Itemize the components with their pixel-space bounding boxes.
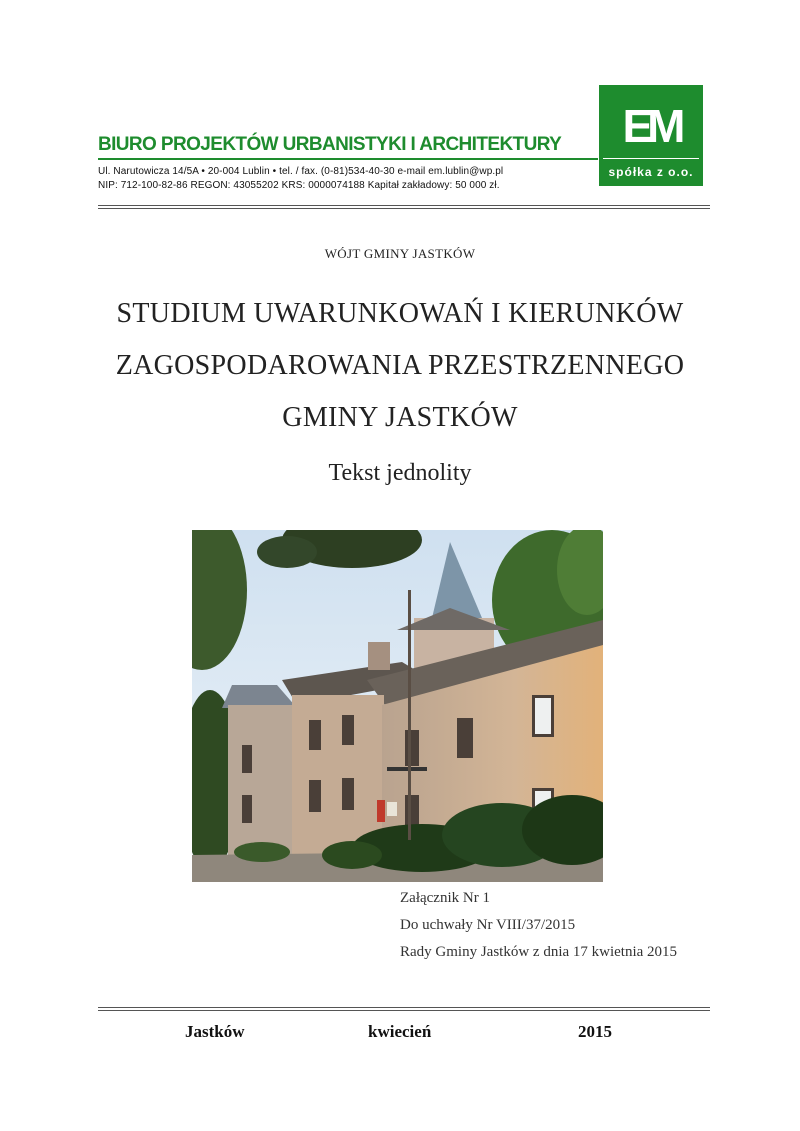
footer-rule-top xyxy=(98,1007,710,1008)
authority-heading: WÓJT GMINY JASTKÓW xyxy=(324,246,476,261)
company-logo xyxy=(599,85,703,186)
manor-house-photo xyxy=(192,530,603,882)
logo-divider xyxy=(603,158,699,159)
attachment-number: Załącznik Nr 1 xyxy=(400,890,490,906)
company-name: BIURO PROJEKTÓW URBANISTYKI I ARCHITEKTURY xyxy=(98,134,562,155)
council-date: Rady Gminy Jastków z dnia 17 kwietnia 2015 xyxy=(400,944,678,960)
footer-month: kwiecień xyxy=(368,1022,432,1041)
resolution-number: Do uchwały Nr VIII/37/2015 xyxy=(400,917,576,933)
header-rule-top xyxy=(98,205,710,206)
logo-subtitle: spółka z o.o. xyxy=(608,165,694,179)
footer-rule-bottom xyxy=(98,1010,710,1011)
title-line-1: STUDIUM UWARUNKOWAŃ I KIERUNKÓW xyxy=(116,298,684,329)
title-line-3: GMINY JASTKÓW xyxy=(282,402,518,433)
contact-line-1: Ul. Narutowicza 14/5A • 20-004 Lublin • tel. / fax. (0-81)534-40-30 e-mail em.lublin@wp.pl xyxy=(98,166,504,177)
footer-place: Jastków xyxy=(185,1022,245,1041)
document-subtitle: Tekst jednolity xyxy=(328,460,472,486)
header-rule-bottom xyxy=(98,208,710,209)
logo-text: EM xyxy=(622,100,680,152)
contact-line-2: NIP: 712-100-82-86 REGON: 43055202 KRS: 0000074188 Kapitał zakładowy: 50 000 zł. xyxy=(98,180,500,191)
footer-year: 2015 xyxy=(578,1022,612,1041)
title-line-2: ZAGOSPODAROWANIA PRZESTRZENNEGO xyxy=(115,350,685,381)
header-green-rule xyxy=(98,158,598,160)
